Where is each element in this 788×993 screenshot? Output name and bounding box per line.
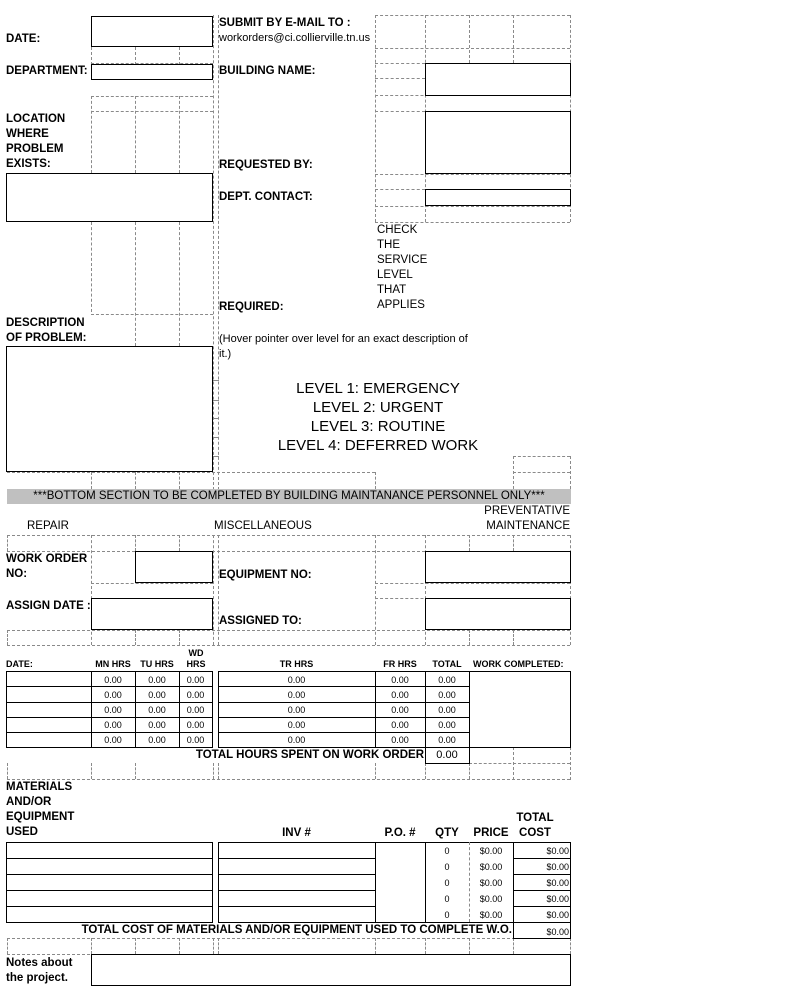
total-hours-label: TOTAL HOURS SPENT ON WORK ORDER	[195, 749, 424, 761]
maintenance-banner: ***BOTTOM SECTION TO BE COMPLETED BY BUILDING MAINTANANCE PERSONNEL ONLY***	[7, 489, 571, 504]
qty-header: QTY	[435, 827, 459, 839]
assign-date-label: ASSIGN DATE :	[6, 600, 91, 612]
wd-hrs-cell[interactable]: 0.00	[186, 735, 205, 745]
notes-label: Notes about the project.	[6, 957, 73, 984]
qty-cell[interactable]: 0	[444, 910, 450, 920]
tu-hrs-cell[interactable]: 0.00	[148, 705, 166, 715]
hours-date-header: DATE:	[6, 659, 33, 669]
price-cell[interactable]: $0.00	[479, 910, 503, 920]
check-service-note: CHECK THE SERVICE LEVEL THAT APPLIES	[377, 224, 428, 311]
qty-cell[interactable]: 0	[444, 878, 450, 888]
price-header: PRICE	[473, 827, 509, 839]
wd-hrs-cell[interactable]: 0.00	[186, 705, 205, 715]
tu-hrs-cell[interactable]: 0.00	[148, 675, 166, 685]
building-name-label: BUILDING NAME:	[219, 65, 316, 77]
total-cost-cell: $0.00	[546, 846, 569, 856]
fr-hrs-cell[interactable]: 0.00	[391, 735, 409, 745]
tu-hrs-cell[interactable]: 0.00	[148, 690, 166, 700]
po-header: P.O. #	[384, 827, 416, 839]
total-cost-cell: $0.00	[546, 894, 569, 904]
mn-hrs-cell[interactable]: 0.00	[104, 735, 122, 745]
work-completed-header: WORK COMPLETED:	[473, 659, 564, 669]
description-field[interactable]	[6, 346, 213, 472]
preventative-option[interactable]: PREVENTATIVE MAINTENANCE	[484, 505, 570, 532]
materials-header: MATERIALS AND/OR EQUIPMENT USED	[6, 781, 75, 838]
fr-hrs-cell[interactable]: 0.00	[391, 705, 409, 715]
location-label: LOCATION WHERE PROBLEM EXISTS:	[6, 113, 66, 170]
total-hrs-cell: 0.00	[438, 690, 456, 700]
total-header: TOTAL	[432, 659, 462, 669]
location-field[interactable]	[6, 173, 213, 222]
required-label: REQUIRED:	[219, 301, 284, 313]
submit-label: SUBMIT BY E-MAIL TO :	[219, 17, 351, 29]
mn-hrs-cell[interactable]: 0.00	[104, 705, 122, 715]
tr-hrs-cell[interactable]: 0.00	[287, 690, 306, 700]
tr-hrs-cell[interactable]: 0.00	[287, 675, 306, 685]
level-2-option[interactable]: LEVEL 2: URGENT	[312, 399, 444, 416]
repair-option[interactable]: REPAIR	[27, 520, 69, 532]
assigned-to-field[interactable]	[425, 598, 571, 630]
miscellaneous-option[interactable]: MISCELLANEOUS	[214, 520, 312, 532]
price-cell[interactable]: $0.00	[479, 894, 503, 904]
price-cell[interactable]: $0.00	[479, 862, 503, 872]
tr-hrs-cell[interactable]: 0.00	[287, 720, 306, 730]
level-1-option[interactable]: LEVEL 1: EMERGENCY	[296, 380, 460, 397]
wd-hrs-header: WD HRS	[186, 648, 206, 669]
tu-hrs-header: TU HRS	[140, 659, 174, 669]
total-cost-cell: $0.00	[546, 910, 569, 920]
tr-hrs-cell[interactable]: 0.00	[287, 735, 306, 745]
price-cell[interactable]: $0.00	[479, 878, 503, 888]
tr-hrs-cell[interactable]: 0.00	[287, 705, 306, 715]
fr-hrs-cell[interactable]: 0.00	[391, 675, 409, 685]
work-order-label: WORK ORDER NO:	[6, 553, 88, 580]
inv-header: INV #	[282, 827, 311, 839]
total-hrs-cell: 0.00	[438, 720, 456, 730]
total-materials-label: TOTAL COST OF MATERIALS AND/OR EQUIPMENT USED TO COMPLETE W.O.	[81, 924, 512, 936]
equipment-no-label: EQUIPMENT NO:	[219, 569, 312, 581]
location-building-field[interactable]	[425, 111, 571, 174]
dept-contact-field[interactable]	[425, 189, 571, 206]
wd-hrs-cell[interactable]: 0.00	[186, 720, 205, 730]
qty-cell[interactable]: 0	[444, 894, 450, 904]
assign-date-field[interactable]	[91, 598, 213, 630]
mn-hrs-cell[interactable]: 0.00	[104, 720, 122, 730]
tr-hrs-header: TR HRS	[279, 659, 314, 669]
total-cost-cell: $0.00	[546, 878, 569, 888]
assigned-to-label: ASSIGNED TO:	[219, 615, 302, 627]
fr-hrs-cell[interactable]: 0.00	[391, 690, 409, 700]
total-hrs-cell: 0.00	[438, 705, 456, 715]
work-completed-field[interactable]	[469, 671, 571, 748]
mn-hrs-cell[interactable]: 0.00	[104, 690, 122, 700]
date-label: DATE:	[6, 33, 41, 45]
department-label: DEPARTMENT:	[6, 65, 88, 77]
email-address[interactable]: workorders@ci.collierville.tn.us	[219, 32, 371, 44]
wd-hrs-cell[interactable]: 0.00	[186, 675, 205, 685]
total-cost-cell: $0.00	[546, 862, 569, 872]
wd-hrs-cell[interactable]: 0.00	[186, 690, 205, 700]
date-field[interactable]	[91, 16, 213, 47]
description-label: DESCRIPTION OF PROBLEM:	[6, 317, 87, 344]
level-3-option[interactable]: LEVEL 3: ROUTINE	[310, 418, 446, 435]
price-cell[interactable]: $0.00	[479, 846, 503, 856]
total-hours-value: 0.00	[436, 749, 458, 761]
fr-hrs-header: FR HRS	[383, 659, 417, 669]
work-order-field[interactable]	[135, 551, 213, 583]
department-field[interactable]	[91, 64, 213, 80]
qty-cell[interactable]: 0	[444, 846, 450, 856]
total-materials-value: $0.00	[546, 927, 569, 937]
requested-by-label: REQUESTED BY:	[219, 159, 313, 171]
mn-hrs-header: MN HRS	[95, 659, 131, 669]
equipment-no-field[interactable]	[425, 551, 571, 583]
total-hrs-cell: 0.00	[438, 735, 456, 745]
total-hrs-cell: 0.00	[438, 675, 456, 685]
total-cost-header: TOTAL COST	[516, 812, 554, 839]
dept-contact-label: DEPT. CONTACT:	[219, 191, 313, 203]
notes-field[interactable]	[91, 954, 571, 986]
mn-hrs-cell[interactable]: 0.00	[104, 675, 122, 685]
qty-cell[interactable]: 0	[444, 862, 450, 872]
fr-hrs-cell[interactable]: 0.00	[391, 720, 409, 730]
tu-hrs-cell[interactable]: 0.00	[148, 720, 166, 730]
hover-note: (Hover pointer over level for an exact description of it.)	[219, 333, 468, 360]
level-4-option[interactable]: LEVEL 4: DEFERRED WORK	[277, 437, 479, 454]
building-name-field[interactable]	[425, 63, 571, 96]
tu-hrs-cell[interactable]: 0.00	[148, 735, 166, 745]
